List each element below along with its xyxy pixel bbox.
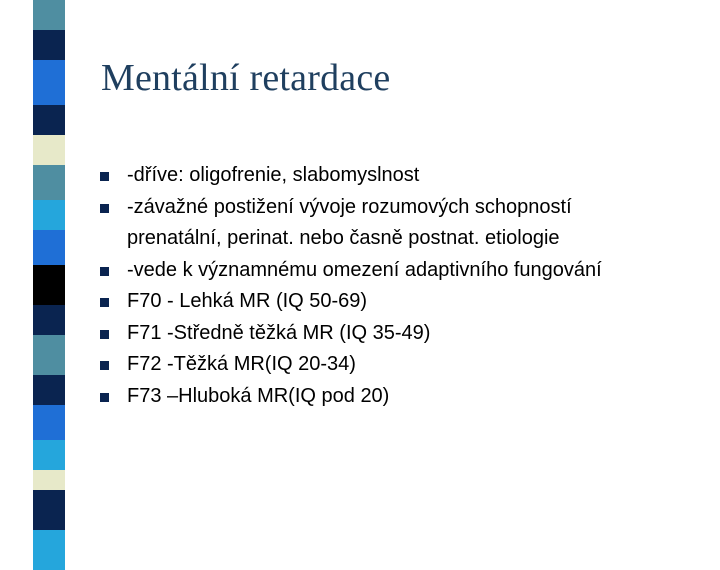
bullet-text: F70 - Lehká MR (IQ 50-69) [127,290,368,312]
stripe-block [33,470,65,490]
stripe-block [33,200,65,230]
stripe-block [33,305,65,335]
stripe-block [33,530,65,570]
bullet-item [100,349,710,381]
bullet-text: F72 -Těžká MR(IQ 20-34) [127,353,356,375]
bullet-text: -vede k významnému omezení adaptivního fungování [127,258,602,281]
bullet-text: -závažné postižení vývoje rozumových schopností [127,195,572,218]
stripe-block [33,265,65,305]
bullet-item [100,318,710,350]
bullet-item [100,160,710,192]
square-bullet-icon [100,330,109,339]
square-bullet-icon [100,267,109,276]
stripe-block [33,375,65,405]
bullet-item [100,381,710,413]
decorative-stripe [33,0,65,540]
slide-title: Mentální retardace [101,57,391,99]
stripe-block [33,60,65,105]
square-bullet-icon [100,298,109,307]
stripe-block [33,165,65,200]
stripe-block [33,30,65,60]
bullet-text: -dříve: oligofrenie, slabomyslnost [127,164,420,186]
bullet-item [100,286,710,318]
bullet-item [100,192,710,255]
bullet-text: F71 -Středně těžká MR (IQ 35-49) [127,321,431,344]
bullet-text-continuation: prenatální, perinat. nebo časně postnat. etiologie [127,227,560,249]
stripe-block [33,230,65,265]
stripe-block [33,405,65,440]
stripe-block [33,135,65,165]
stripe-block [33,440,65,470]
stripe-block [33,0,65,30]
stripe-block [33,335,65,375]
bullet-list [100,160,710,412]
square-bullet-icon [100,172,109,181]
stripe-block [33,105,65,135]
square-bullet-icon [100,361,109,370]
square-bullet-icon [100,204,109,213]
square-bullet-icon [100,393,109,402]
stripe-block [33,490,65,530]
bullet-item [100,255,710,287]
bullet-text: F73 –Hluboká MR(IQ pod 20) [127,384,390,407]
